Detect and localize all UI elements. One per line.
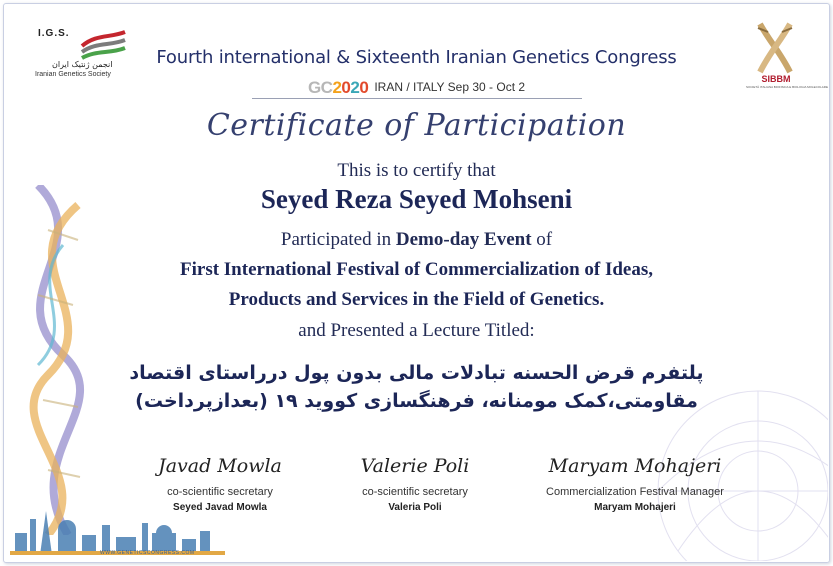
signer-role: Commercialization Festival Manager [546, 486, 724, 498]
igs-persian-name: انجمن ژنتیک ایران [52, 60, 113, 69]
signer-role: co-scientific secretary [167, 486, 273, 498]
lecture-title-line-2: مقاومتی،کمک مومنانه، فرهنگسازی کووید ۱۹ (بعدازپرداخت) [135, 390, 698, 412]
signature-block-mohajeri [520, 455, 750, 520]
congress-title: Fourth international & Sixteenth Iranian Genetics Congress [156, 47, 677, 68]
sibbm-name: SIBBM [761, 74, 791, 84]
presented-line: and Presented a Lecture Titled: [298, 320, 535, 341]
signature-poli: Valerie Poli [360, 455, 470, 477]
signer-role: co-scientific secretary [362, 486, 468, 498]
location-dates: IRAN / ITALY Sep 30 - Oct 2 [374, 80, 526, 94]
header-divider [252, 98, 582, 99]
festival-name-line-1: First International Festival of Commercialization of Ideas, [180, 259, 653, 280]
signature-block-mowla [145, 455, 295, 520]
certificate-title: Certificate of Participation [206, 108, 627, 143]
signature-mowla: Javad Mowla [158, 455, 282, 477]
signature-mohajeri: Maryam Mohajeri [548, 455, 722, 477]
signer-name: Seyed Javad Mowla [173, 502, 267, 513]
gc2020-logo: GC2020 [307, 78, 369, 97]
certify-line: This is to certify that [337, 160, 496, 181]
lecture-title-line-1: پلتفرم قرض الحسنه تبادلات مالی بدون پول درراستای اقتصاد [129, 362, 704, 384]
festival-name-line-2: Products and Services in the Field of Genetics. [228, 289, 605, 310]
igs-letters: I.G.S. [38, 28, 70, 39]
event-name: Demo-day Event [395, 229, 532, 250]
participation-line: Participated in Demo-day Event of [280, 229, 553, 250]
congress-info-row [0, 78, 833, 98]
recipient-name: Seyed Reza Seyed Mohseni [260, 184, 573, 214]
sibbm-subtitle: SOCIETÀ ITALIANA BIOFISICA E BIOLOGIA MOLECOLARE [746, 85, 828, 89]
signer-name: Maryam Mohajeri [594, 502, 676, 513]
signature-block-poli [340, 455, 490, 520]
igs-english-name: Iranian Genetics Society [35, 71, 111, 78]
signer-name: Valeria Poli [388, 502, 442, 513]
website-url: WWW.GENETICSCONGRESS.COM [100, 550, 195, 556]
